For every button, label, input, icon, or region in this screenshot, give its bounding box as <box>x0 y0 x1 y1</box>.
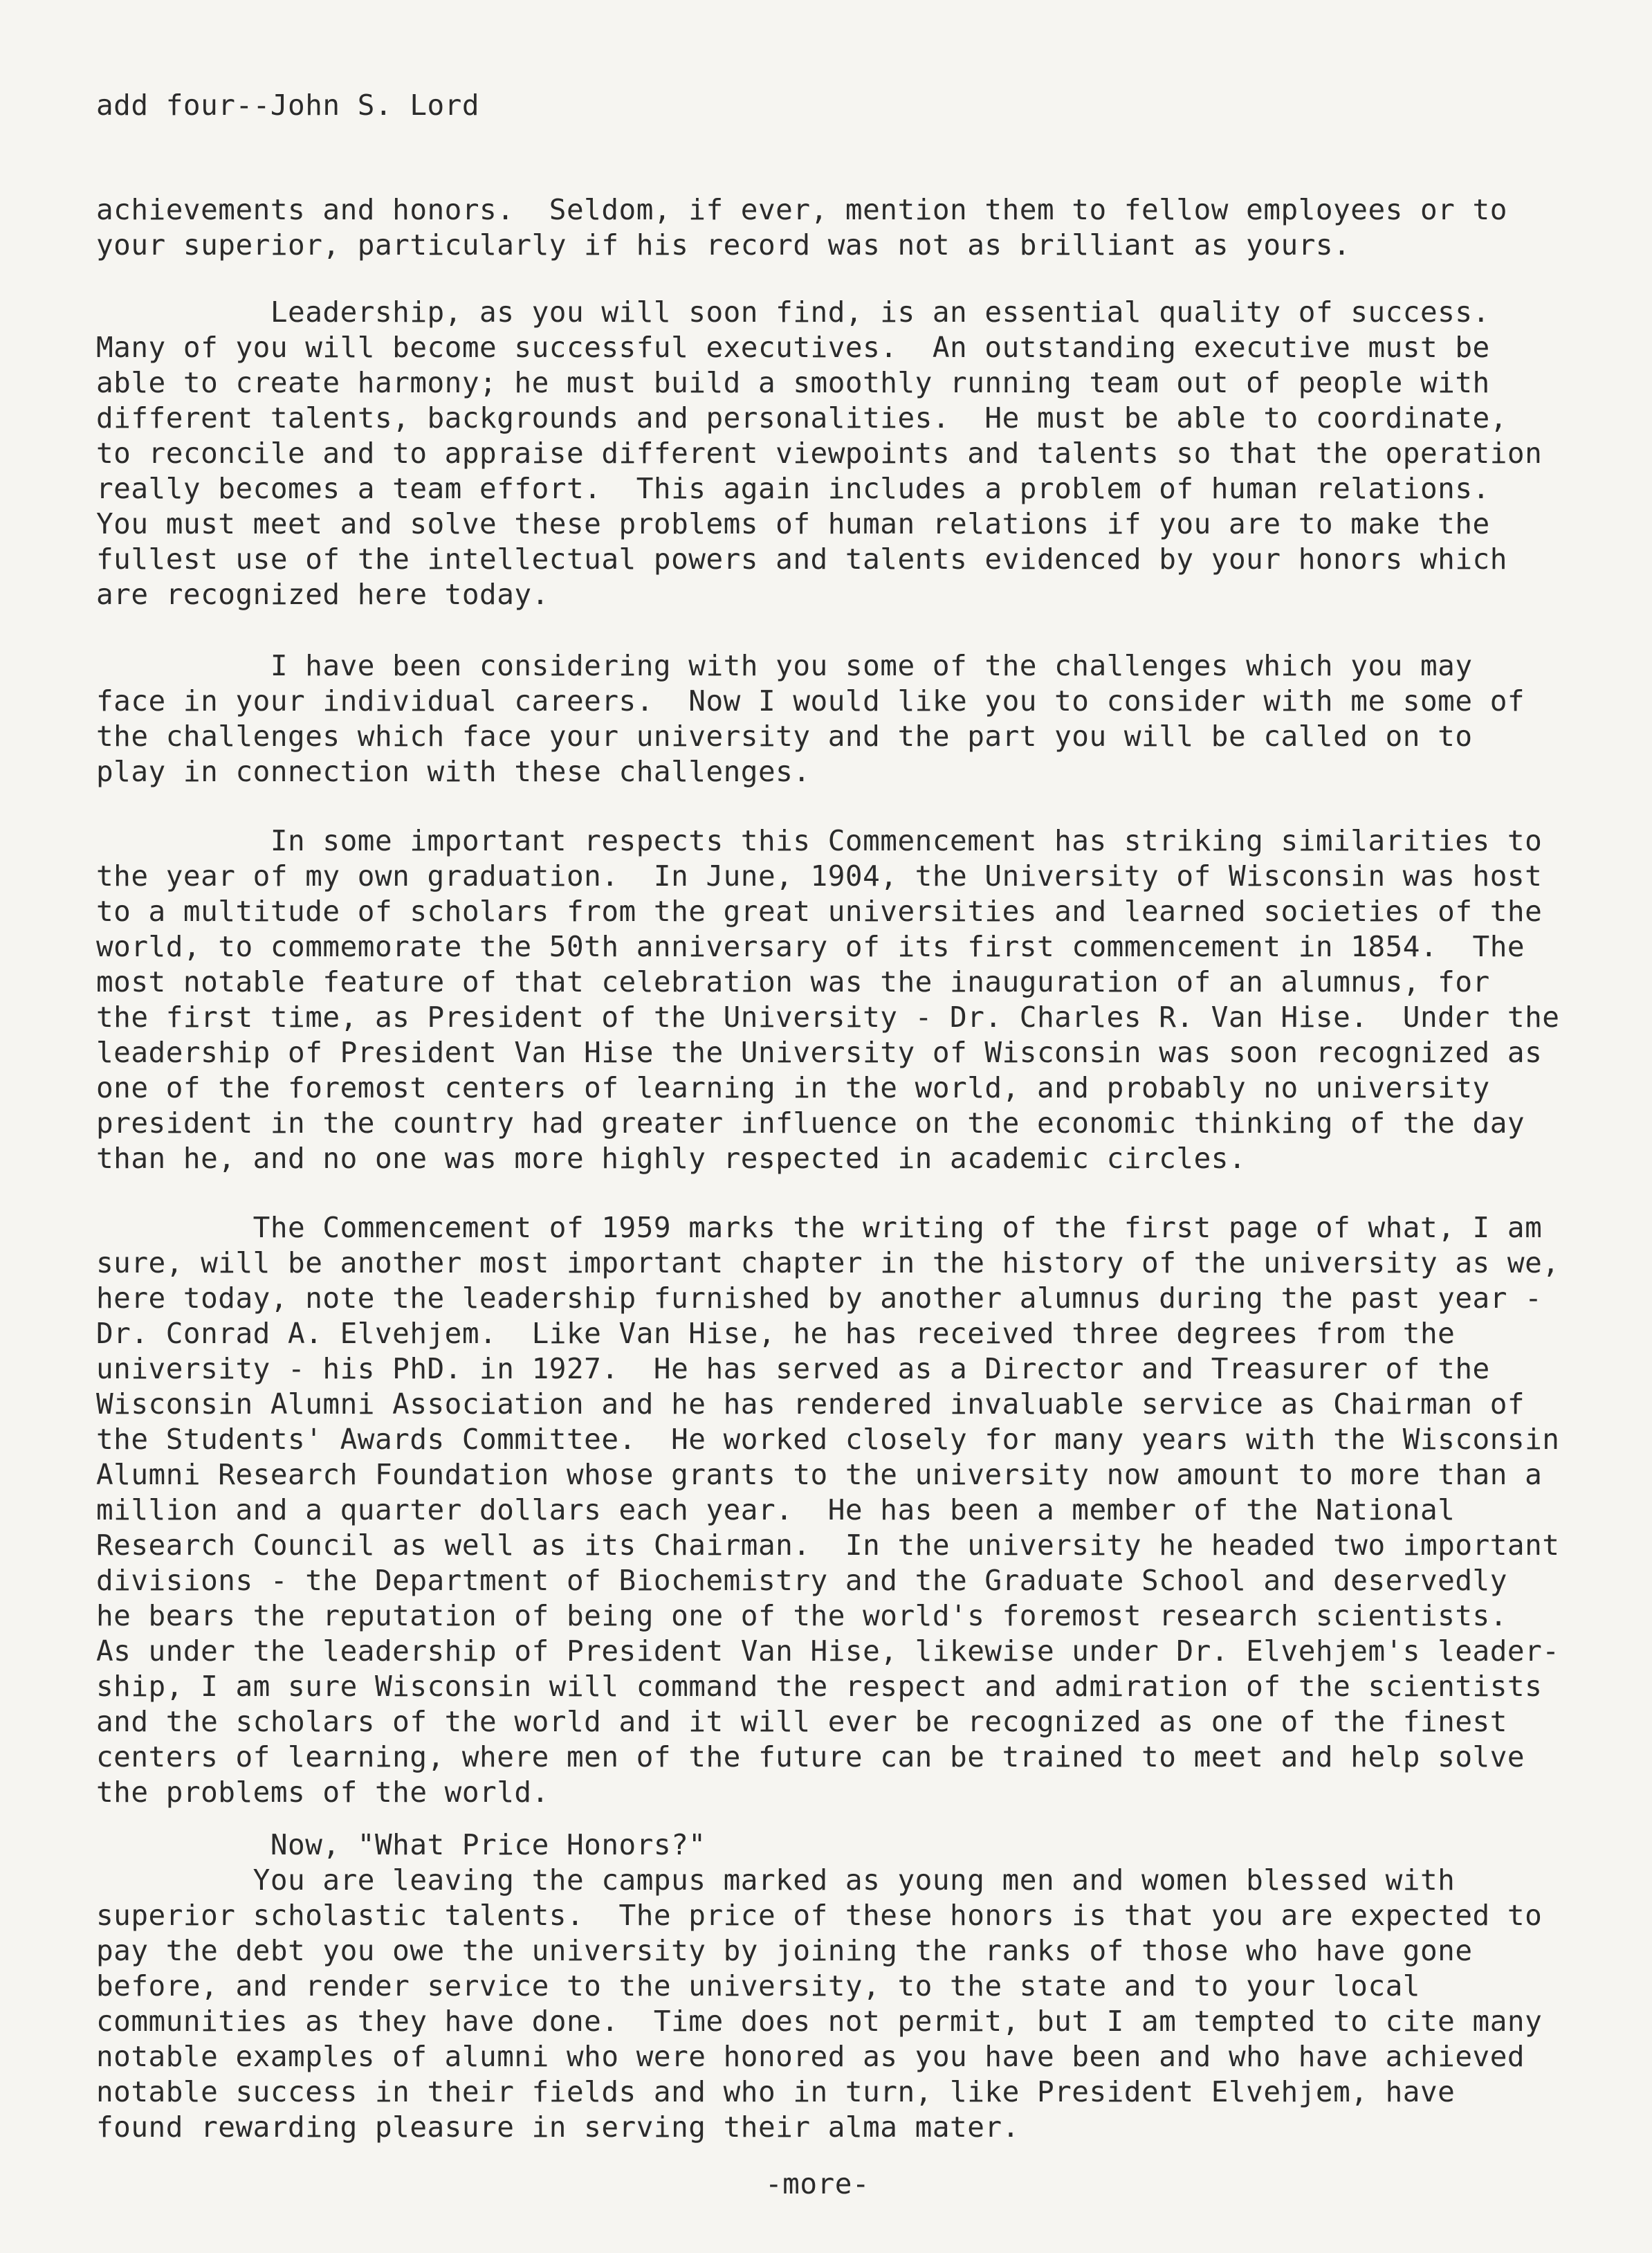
text-line: fullest use of the intellectual powers and talents evidenced by your honors which <box>96 542 1507 576</box>
text-line: ship, I am sure Wisconsin will command the respect and admiration of the scientists <box>96 1670 1543 1703</box>
page-footer-more: -more- <box>765 2167 870 2200</box>
text-line: the problems of the world. <box>96 1776 549 1809</box>
text-line: achievements and honors. Seldom, if ever, mention them to fellow employees or to <box>96 193 1507 226</box>
text-line: found rewarding pleasure in serving their alma mater. <box>96 2110 1020 2144</box>
text-line: university - his PhD. in 1927. He has served as a Director and Treasurer of the <box>96 1352 1490 1385</box>
text-line: Many of you will become successful executives. An outstanding executive must be <box>96 331 1490 364</box>
text-line: play in connection with these challenges. <box>96 755 811 788</box>
text-line: You are leaving the campus marked as young men and women blessed with <box>96 1863 1456 1897</box>
text-line: Leadership, as you will soon find, is an essential quality of success. <box>96 295 1490 329</box>
text-line: to a multitude of scholars from the great universities and learned societies of the <box>96 895 1543 928</box>
page-header: add four--John S. Lord <box>96 89 480 122</box>
text-line: your superior, particularly if his record was not as brilliant as yours. <box>96 228 1351 262</box>
text-line: the Students' Awards Committee. He worked closely for many years with the Wisconsin <box>96 1423 1560 1456</box>
text-line: Alumni Research Foundation whose grants to the university now amount to more than a <box>96 1458 1543 1491</box>
text-line: The Commencement of 1959 marks the writing of the first page of what, I am <box>96 1211 1543 1244</box>
text-line: before, and render service to the university, to the state and to your local <box>96 1969 1420 2003</box>
text-line: are recognized here today. <box>96 578 549 611</box>
text-line: really becomes a team effort. This again includes a problem of human relations. <box>96 472 1490 505</box>
text-line: president in the country had greater influence on the economic thinking of the day <box>96 1106 1525 1140</box>
text-line: world, to commemorate the 50th anniversary of its first commencement in 1854. The <box>96 930 1525 963</box>
text-line: leadership of President Van Hise the University of Wisconsin was soon recognized as <box>96 1036 1543 1069</box>
text-line: Wisconsin Alumni Association and he has rendered invaluable service as Chairman of <box>96 1387 1525 1421</box>
text-line: he bears the reputation of being one of the world's foremost research scientists. <box>96 1599 1507 1632</box>
text-line: notable examples of alumni who were honored as you have been and who have achieved <box>96 2040 1525 2073</box>
text-line: centers of learning, where men of the future can be trained to meet and help solve <box>96 1740 1525 1773</box>
text-line: able to create harmony; he must build a smoothly running team out of people with <box>96 366 1490 399</box>
text-line: than he, and no one was more highly respected in academic circles. <box>96 1142 1247 1175</box>
text-line: to reconcile and to appraise different viewpoints and talents so that the operation <box>96 437 1543 470</box>
text-line: million and a quarter dollars each year. He has been a member of the National <box>96 1493 1456 1526</box>
text-line: In some important respects this Commencement has striking similarities to <box>96 824 1543 857</box>
text-line: face in your individual careers. Now I would like you to consider with me some of <box>96 684 1525 718</box>
paragraph-6 <box>96 1827 1563 2145</box>
text-line: Now, "What Price Honors?" <box>96 1828 706 1861</box>
text-line: and the scholars of the world and it will ever be recognized as one of the finest <box>96 1705 1507 1738</box>
paragraph-2 <box>96 295 1563 612</box>
text-line: the first time, as President of the University - Dr. Charles R. Van Hise. Under the <box>96 1001 1560 1034</box>
text-line: superior scholastic talents. The price of these honors is that you are expected to <box>96 1899 1543 1932</box>
paragraph-4 <box>96 823 1563 1176</box>
text-line: Dr. Conrad A. Elvehjem. Like Van Hise, he has received three degrees from the <box>96 1317 1456 1350</box>
text-line: communities as they have done. Time does not permit, but I am tempted to cite many <box>96 2005 1543 2038</box>
paragraph-5 <box>96 1210 1563 1810</box>
text-line: different talents, backgrounds and personalities. He must be able to coordinate, <box>96 401 1507 435</box>
text-line: pay the debt you owe the university by joining the ranks of those who have gone <box>96 1934 1473 1967</box>
text-line: I have been considering with you some of the challenges which you may <box>96 649 1473 682</box>
text-line: here today, note the leadership furnished by another alumnus during the past year - <box>96 1281 1543 1315</box>
text-line: notable success in their fields and who in turn, like President Elvehjem, have <box>96 2075 1456 2108</box>
text-line: divisions - the Department of Biochemistry and the Graduate School and deservedly <box>96 1564 1507 1597</box>
paragraph-3 <box>96 648 1563 790</box>
text-line: As under the leadership of President Van Hise, likewise under Dr. Elvehjem's leader- <box>96 1634 1560 1668</box>
paragraph-1 <box>96 192 1563 263</box>
text-line: You must meet and solve these problems of human relations if you are to make the <box>96 507 1490 540</box>
text-line: the year of my own graduation. In June, 1904, the University of Wisconsin was host <box>96 859 1543 893</box>
text-line: one of the foremost centers of learning in the world, and probably no university <box>96 1071 1490 1104</box>
text-line: sure, will be another most important chapter in the history of the university as we, <box>96 1246 1560 1279</box>
text-line: the challenges which face your university and the part you will be called on to <box>96 720 1473 753</box>
text-line: Research Council as well as its Chairman. In the university he headed two important <box>96 1529 1560 1562</box>
text-line: most notable feature of that celebration was the inauguration of an alumnus, for <box>96 965 1490 998</box>
